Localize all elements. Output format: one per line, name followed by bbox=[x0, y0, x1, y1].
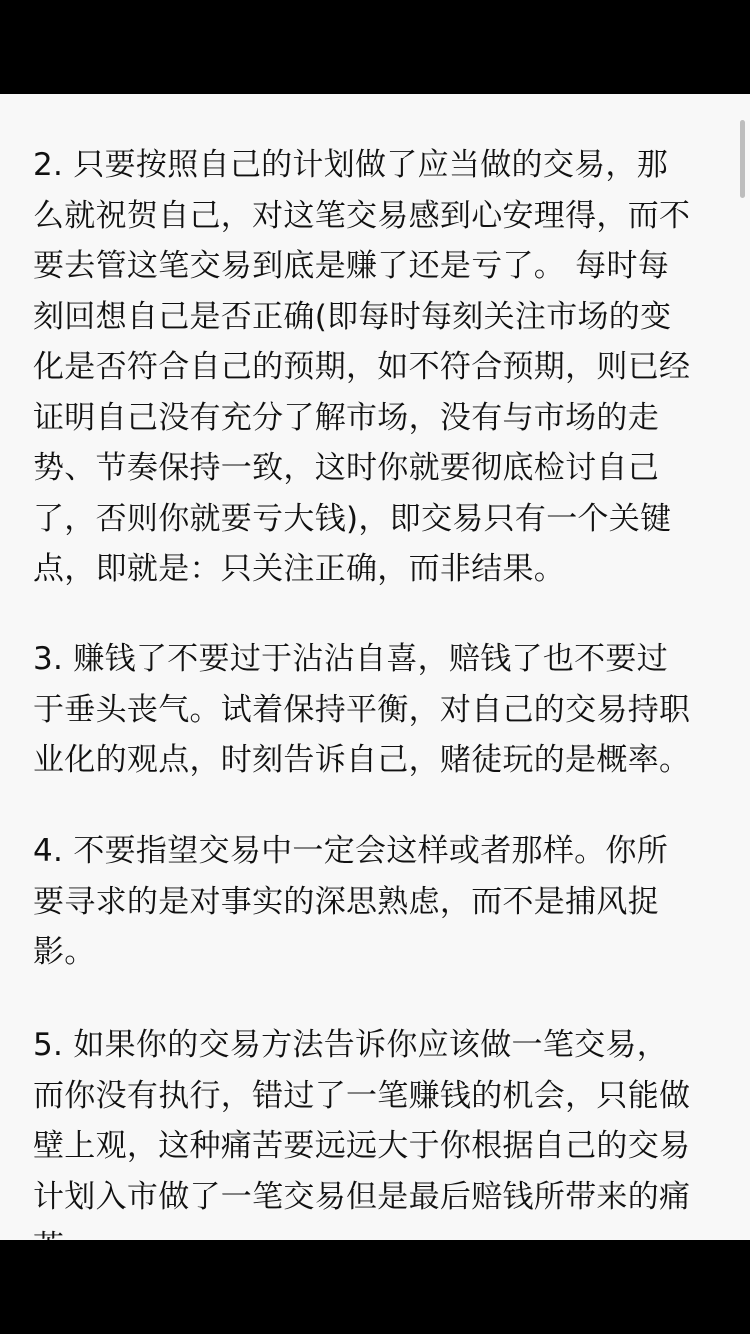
paragraph-2 bbox=[33, 140, 723, 595]
text-line: 点，即就是：只关注正确，而非结果。 bbox=[33, 551, 566, 587]
text-line: 计划入市做了一笔交易但是最后赔钱所带来的痛 bbox=[33, 1178, 691, 1215]
text-line: 要去管这笔交易到底是赚了还是亏了。 每时每 bbox=[33, 248, 670, 284]
paragraph-4 bbox=[33, 826, 723, 978]
text-line: 而你没有执行，错过了一笔赚钱的机会，只能做 bbox=[33, 1077, 691, 1114]
article-content[interactable] bbox=[0, 94, 750, 1240]
top-black-bar bbox=[0, 0, 750, 94]
vertical-scrollbar[interactable] bbox=[740, 120, 745, 198]
text-line: 么就祝贺自己，对这笔交易感到心安理得，而不 bbox=[33, 197, 691, 234]
paragraph-3 bbox=[33, 634, 723, 786]
text-line: 证明自己没有充分了解市场，没有与市场的走 bbox=[33, 399, 659, 436]
bottom-black-bar bbox=[0, 1240, 750, 1334]
text-line: 了，否则你就要亏大钱)，即交易只有一个关键 bbox=[33, 500, 672, 537]
text-line: 要寻求的是对事实的深思熟虑，而不是捕风捉 bbox=[33, 883, 659, 920]
text-line: 业化的观点，时刻告诉自己，赌徒玩的是概率。 bbox=[33, 742, 691, 778]
text-line: 影。 bbox=[33, 934, 96, 970]
text-line: 势、节奏保持一致，这时你就要彻底检讨自己 bbox=[33, 450, 659, 486]
text-line: 3. 赚钱了不要过于沾沾自喜，赔钱了也不要过 bbox=[33, 641, 669, 677]
text-line: 化是否符合自己的预期，如不符合预期，则已经 bbox=[33, 349, 691, 385]
text-line: 2. 只要按照自己的计划做了应当做的交易，那 bbox=[33, 147, 669, 183]
text-line: 壁上观，这种痛苦要远远大于你根据自己的交易 bbox=[33, 1128, 691, 1164]
text-line: 刻回想自己是否正确(即每时每刻关注市场的变 bbox=[33, 298, 672, 335]
text-line: 4. 不要指望交易中一定会这样或者那样。你所 bbox=[33, 833, 669, 869]
paragraph-5 bbox=[33, 1020, 723, 1273]
text-line: 5. 如果你的交易方法告诉你应该做一笔交易， bbox=[33, 1027, 669, 1063]
text-line: 于垂头丧气。试着保持平衡，对自己的交易持职 bbox=[33, 691, 691, 728]
